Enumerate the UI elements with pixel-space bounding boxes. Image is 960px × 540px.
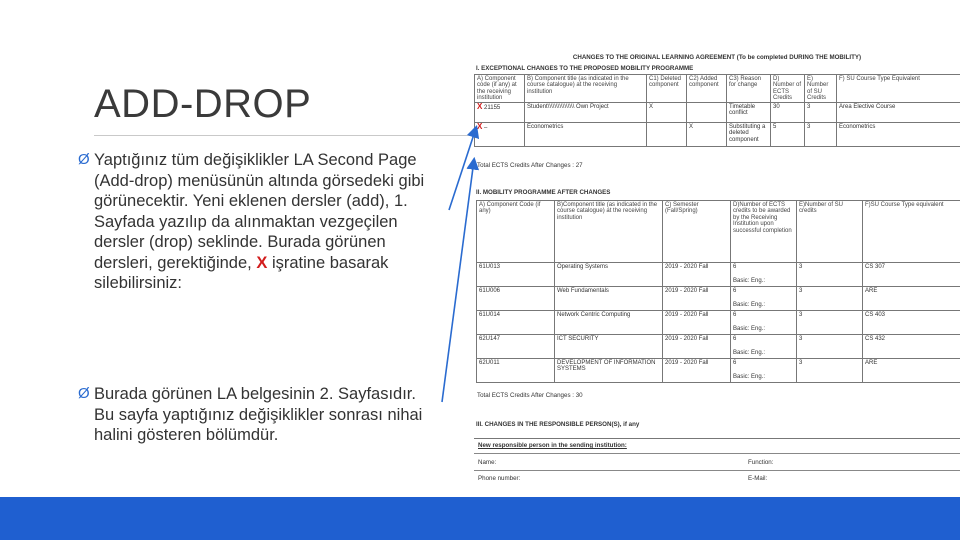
title-cell: Student\\\\\\\\\\\\\\\\ Own Project [525, 103, 647, 123]
code-cell: 62U147 [477, 335, 555, 359]
divider [474, 470, 960, 471]
added-cell [687, 103, 727, 123]
bullet-arrow-icon: Ø [78, 151, 90, 168]
code-cell [475, 123, 525, 147]
table-row [477, 311, 960, 335]
title-divider [94, 135, 480, 136]
email-label: E-Mail: [748, 475, 768, 482]
title-cell: DEVELOPMENT OF INFORMATION SYSTEMS [555, 359, 663, 383]
code-cell: 61U014 [477, 311, 555, 335]
total-ects-before: Total ECTS Credits After Changes : 27 [477, 162, 583, 169]
code-cell: 61U006 [477, 287, 555, 311]
bullet-line: Bu sayfa yaptığınız değişiklikler sonrası nihai [94, 405, 423, 424]
slide-title: ADD-DROP [94, 82, 312, 126]
responsible-person-box [474, 438, 960, 494]
type-cell: ARE [863, 287, 960, 311]
semester-cell: 2019 - 2020 Fall [663, 287, 731, 311]
column-header: D)Number of ECTS credits to be awarded by the Receiving Institution upon successful completion [731, 201, 797, 263]
section-responsible-persons: III. CHANGES IN THE RESPONSIBLE PERSON(S), if any [476, 421, 640, 428]
ects-cell [731, 311, 797, 335]
phone-label: Phone number: [478, 475, 521, 482]
su-cell: 3 [805, 103, 837, 123]
title-cell: Econometrics [525, 123, 647, 147]
table-row [475, 103, 960, 123]
type-cell: ARE [863, 359, 960, 383]
added-cell: X [687, 123, 727, 147]
ects-cell [731, 359, 797, 383]
column-header: C3) Reason for change [727, 75, 771, 103]
title-cell: Web Fundamentals [555, 287, 663, 311]
reason-cell: Substituting a deleted component [727, 123, 771, 147]
column-header: C2) Added component [687, 75, 727, 103]
learning-agreement-screenshot [474, 48, 960, 494]
total-ects-after: Total ECTS Credits After Changes : 30 [477, 392, 583, 399]
programme-table [476, 200, 960, 383]
basic-eng: Basic: Eng.: [733, 326, 766, 333]
ects-cell [731, 335, 797, 359]
function-label: Function: [748, 459, 774, 466]
title-cell: Network Centric Computing [555, 311, 663, 335]
table-row [477, 287, 960, 311]
deleted-cell: X [647, 103, 687, 123]
code-text: – [484, 124, 488, 131]
code-cell: 62U011 [477, 359, 555, 383]
name-label: Name: [478, 459, 497, 466]
column-header: B) Component title (as indicated in the course catalogue) at the receiving institution [525, 75, 647, 103]
table-row [477, 359, 960, 383]
column-header: A) Component code (if any) at the receiving institution [475, 75, 525, 103]
column-header: C1) Deleted component [647, 75, 687, 103]
bullet-line [78, 253, 466, 274]
bullet-add-drop [78, 150, 466, 294]
column-header: E) Number of SU Credits [805, 75, 837, 103]
type-cell: CS 307 [863, 263, 960, 287]
delete-row-button[interactable]: X [477, 102, 483, 111]
delete-x-mark: X [256, 253, 268, 272]
semester-cell: 2019 - 2020 Fall [663, 335, 731, 359]
footer-accent-bar [0, 497, 960, 540]
bullet-line: dersler (drop) seklinde. Burada görünen [94, 233, 386, 251]
bullet-line: görünecektir. Yeni eklenen dersler (add), 1. [94, 192, 408, 210]
ects-value: 6 [733, 287, 737, 294]
column-header: B)Component title (as indicated in the course catalogue) at the receiving institution [555, 201, 663, 263]
table-header-row [475, 75, 960, 103]
code-cell: 61U013 [477, 263, 555, 287]
ects-cell: 30 [771, 103, 805, 123]
section-programme-after-changes: II. MOBILITY PROGRAMME AFTER CHANGES [476, 189, 611, 196]
bullet-line: Sayfada yazılıp da alınmaktan vezgeçilen [94, 212, 398, 231]
semester-cell: 2019 - 2020 Fall [663, 359, 731, 383]
column-header: D) Number of ECTS Credits [771, 75, 805, 103]
ects-value: 6 [733, 311, 737, 318]
type-cell: Econometrics [837, 123, 960, 147]
basic-eng: Basic: Eng.: [733, 350, 766, 357]
section-exceptional-changes: I. EXCEPTIONAL CHANGES TO THE PROPOSED MOBILITY PROGRAMME [476, 65, 694, 72]
changes-table [474, 74, 960, 147]
title-cell: ICT SECURITY [555, 335, 663, 359]
bullet-line: Burada görünen LA belgesinin 2. Sayfasıdır. [94, 385, 416, 403]
table-row [475, 123, 960, 147]
table-row [477, 263, 960, 287]
column-header: E)Number of SU credits [797, 201, 863, 263]
column-header: A) Component Code (if any) [477, 201, 555, 263]
type-cell: CS 403 [863, 311, 960, 335]
column-header: F)SU Course Type equivalent [863, 201, 960, 263]
basic-eng: Basic: Eng.: [733, 278, 766, 285]
reason-cell: Timetable conflict [727, 103, 771, 123]
bullet-line: (Add-drop) menüsünün altında görsedeki gibi [94, 171, 425, 190]
bullet-text: dersleri, gerektiğinde, [94, 253, 252, 272]
bullet-text: işratine basarak [271, 253, 389, 272]
doc-header: CHANGES TO THE ORIGINAL LEARNING AGREEMENT (To be completed DURING THE MOBILITY) [572, 54, 862, 61]
bullet-line: silebilirsiniz: [94, 274, 183, 292]
ects-value: 6 [733, 335, 737, 342]
su-cell: 3 [797, 359, 863, 383]
bullet-second-page [78, 384, 466, 446]
semester-cell: 2019 - 2020 Fall [663, 263, 731, 287]
basic-eng: Basic: Eng.: [733, 374, 766, 381]
ects-cell [731, 287, 797, 311]
column-header: F) SU Course Type Equivalent [837, 75, 960, 103]
title-cell: Operating Systems [555, 263, 663, 287]
sig-title: New responsible person in the sending institution: [478, 442, 627, 449]
su-cell: 3 [805, 123, 837, 147]
divider [474, 453, 960, 454]
deleted-cell [647, 123, 687, 147]
ects-cell [731, 263, 797, 287]
su-cell: 3 [797, 311, 863, 335]
code-cell [475, 103, 525, 123]
column-header: C) Semester (Fall/Spring) [663, 201, 731, 263]
su-cell: 3 [797, 335, 863, 359]
table-row [477, 335, 960, 359]
bullet-line: Yaptığınız tüm değişiklikler LA Second Page [94, 151, 417, 169]
ects-cell: 5 [771, 123, 805, 147]
table-header-row [477, 201, 960, 263]
ects-value: 6 [733, 359, 737, 366]
code-text: 21155 [484, 104, 501, 111]
delete-row-button[interactable]: X [477, 122, 483, 131]
su-cell: 3 [797, 287, 863, 311]
bullet-line: halini gösteren bölümdür. [94, 426, 279, 444]
su-cell: 3 [797, 263, 863, 287]
type-cell: Area Elective Course [837, 103, 960, 123]
type-cell: CS 432 [863, 335, 960, 359]
ects-value: 6 [733, 263, 737, 270]
semester-cell: 2019 - 2020 Fall [663, 311, 731, 335]
basic-eng: Basic: Eng.: [733, 302, 766, 309]
bullet-arrow-icon: Ø [78, 385, 90, 402]
